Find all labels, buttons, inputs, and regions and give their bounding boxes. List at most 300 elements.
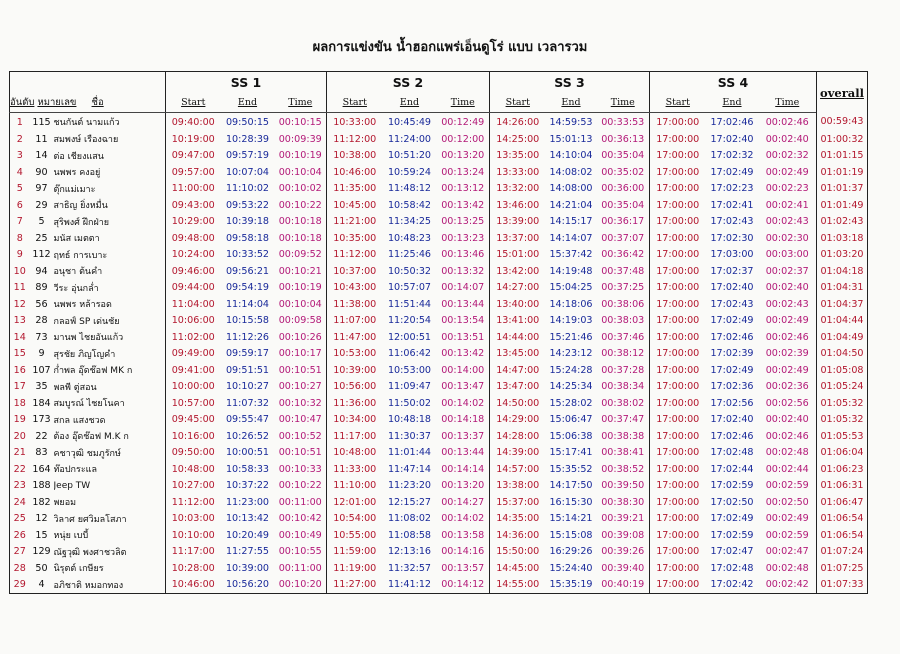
name-cell: สุรชัย ภิญโญคำ: [53, 349, 116, 360]
start-cell: 10:16:00: [166, 428, 221, 445]
start-cell: 10:35:00: [327, 230, 383, 247]
start-cell: 17:00:00: [650, 461, 706, 478]
start-cell: 11:02:00: [166, 329, 221, 346]
time-cell: 00:10:49: [278, 529, 322, 541]
bib-cell: 15: [35, 529, 48, 541]
start-cell: 13:45:00: [490, 346, 546, 363]
end-header: End: [706, 92, 759, 113]
bib-cell: 11: [35, 133, 48, 145]
overall-cell: 01:07:24: [817, 544, 868, 561]
time-cell: 00:13:54: [441, 315, 485, 327]
time-cell: 00:10:22: [278, 199, 322, 211]
bib-header: หมายเลข: [37, 96, 77, 108]
end-cell: 17:02:39: [710, 348, 754, 360]
name-cell: ก่ำพล อุ๊ดช๊อฟ MK ก: [53, 366, 133, 377]
rank-cell: 19: [13, 414, 26, 426]
end-cell: 17:02:48: [710, 447, 754, 459]
start-cell: 13:33:00: [490, 164, 546, 181]
start-cell: 17:00:00: [650, 379, 706, 396]
time-cell: 00:02:44: [765, 463, 809, 475]
overall-cell: 01:06:54: [817, 511, 868, 528]
overall-cell: 01:05:53: [817, 428, 868, 445]
start-header: Start: [650, 92, 706, 113]
results-body: [10, 113, 868, 594]
time-cell: 00:13:37: [441, 430, 485, 442]
start-cell: 10:43:00: [327, 280, 383, 297]
end-cell: 17:02:48: [710, 562, 754, 574]
rank-cell: 17: [13, 381, 26, 393]
time-cell: 00:13:32: [441, 265, 485, 277]
end-cell: 17:02:43: [710, 216, 754, 228]
start-cell: 09:45:00: [166, 412, 221, 429]
end-cell: 17:02:50: [710, 496, 754, 508]
time-cell: 00:39:50: [601, 480, 645, 492]
overall-cell: 01:05:24: [817, 379, 868, 396]
end-cell: 17:02:40: [710, 133, 754, 145]
stage-header-ss4: SS 4: [650, 72, 817, 93]
start-cell: 10:46:00: [166, 577, 221, 594]
time-cell: 00:10:22: [278, 480, 322, 492]
rank-cell: 6: [16, 199, 23, 211]
end-cell: 09:51:51: [225, 364, 270, 376]
overall-cell: 01:01:49: [817, 197, 868, 214]
start-cell: 10:48:00: [166, 461, 221, 478]
start-cell: 17:00:00: [650, 560, 706, 577]
end-cell: 14:08:00: [549, 183, 593, 195]
end-cell: 17:02:49: [710, 166, 754, 178]
bib-cell: 56: [35, 298, 48, 310]
start-cell: 10:53:00: [327, 346, 383, 363]
end-cell: 14:10:04: [549, 150, 593, 162]
time-cell: 00:38:12: [601, 348, 645, 360]
overall-cell: 01:02:43: [817, 214, 868, 231]
time-cell: 00:11:00: [278, 562, 322, 574]
end-cell: 11:07:32: [225, 397, 270, 409]
time-cell: 00:02:32: [765, 150, 809, 162]
time-cell: 00:38:03: [601, 315, 645, 327]
bib-cell: 184: [32, 397, 51, 409]
bib-cell: 35: [35, 381, 48, 393]
time-cell: 00:37:47: [601, 414, 645, 426]
name-cell: คชาวุฒิ ชมภูรักษ์: [53, 448, 121, 459]
rank-cell: 16: [13, 364, 26, 376]
name-cell: พยอม: [53, 498, 77, 509]
start-cell: 10:28:00: [166, 560, 221, 577]
end-cell: 11:14:04: [225, 298, 270, 310]
start-cell: 17:00:00: [650, 280, 706, 297]
start-cell: 17:00:00: [650, 230, 706, 247]
start-cell: 13:39:00: [490, 214, 546, 231]
time-cell: 00:38:41: [601, 447, 645, 459]
bib-cell: 90: [35, 166, 48, 178]
overall-cell: 01:04:31: [817, 280, 868, 297]
table-row: [10, 296, 868, 313]
bib-cell: 188: [32, 480, 51, 492]
time-header: Time: [759, 92, 817, 113]
time-cell: 00:02:37: [765, 265, 809, 277]
time-cell: 00:13:58: [441, 529, 485, 541]
time-cell: 00:37:46: [601, 331, 645, 343]
rank-cell: 13: [13, 315, 26, 327]
end-cell: 09:57:19: [225, 150, 270, 162]
time-cell: 00:38:02: [601, 397, 645, 409]
end-cell: 10:07:04: [225, 166, 270, 178]
end-cell: 11:32:57: [387, 562, 432, 574]
overall-cell: 01:04:44: [817, 313, 868, 330]
start-header: Start: [327, 92, 383, 113]
name-cell: พลพี ตู่สอน: [53, 382, 97, 393]
bib-cell: 115: [32, 116, 51, 128]
time-cell: 00:02:23: [765, 183, 809, 195]
start-cell: 10:10:00: [166, 527, 221, 544]
table-row: [10, 362, 868, 379]
table-row: [10, 131, 868, 148]
end-cell: 10:50:32: [387, 265, 432, 277]
time-cell: 00:09:58: [278, 315, 322, 327]
end-cell: 17:02:46: [710, 430, 754, 442]
time-cell: 00:13:57: [441, 562, 485, 574]
start-cell: 10:19:00: [166, 131, 221, 148]
overall-cell: 01:01:19: [817, 164, 868, 181]
name-cell: สกล แสงชวด: [53, 415, 106, 426]
end-cell: 15:24:40: [549, 562, 593, 574]
start-cell: 14:29:00: [490, 412, 546, 429]
time-cell: 00:02:40: [765, 133, 809, 145]
start-cell: 17:00:00: [650, 395, 706, 412]
start-cell: 15:37:00: [490, 494, 546, 511]
name-cell: สมบูรณ์ ไชยโนคา: [53, 399, 125, 410]
start-cell: 15:01:00: [490, 247, 546, 264]
time-cell: 00:02:39: [765, 348, 809, 360]
start-cell: 17:00:00: [650, 313, 706, 330]
end-cell: 11:50:02: [387, 397, 432, 409]
start-cell: 10:27:00: [166, 478, 221, 495]
time-cell: 00:13:20: [441, 480, 485, 492]
start-cell: 10:57:00: [166, 395, 221, 412]
table-row: [10, 577, 868, 594]
time-cell: 00:13:25: [441, 216, 485, 228]
start-cell: 17:00:00: [650, 214, 706, 231]
time-cell: 00:02:43: [765, 298, 809, 310]
end-cell: 10:37:22: [225, 480, 270, 492]
start-cell: 11:04:00: [166, 296, 221, 313]
overall-cell: 01:00:32: [817, 131, 868, 148]
start-cell: 17:00:00: [650, 329, 706, 346]
rank-cell: 27: [13, 546, 26, 558]
end-cell: 17:02:49: [710, 315, 754, 327]
start-cell: 17:00:00: [650, 544, 706, 561]
time-cell: 00:10:15: [278, 116, 322, 128]
time-cell: 00:10:21: [278, 265, 322, 277]
time-cell: 00:10:18: [278, 216, 322, 228]
time-cell: 00:10:02: [278, 183, 322, 195]
start-cell: 17:00:00: [650, 247, 706, 264]
bib-cell: 22: [35, 430, 48, 442]
rank-cell: 11: [13, 282, 26, 294]
overall-cell: 01:04:50: [817, 346, 868, 363]
end-cell: 17:02:43: [710, 298, 754, 310]
end-cell: 17:02:46: [710, 331, 754, 343]
end-cell: 11:23:20: [387, 480, 432, 492]
rank-cell: 7: [16, 216, 23, 228]
end-header: End: [383, 92, 437, 113]
start-cell: 17:00:00: [650, 197, 706, 214]
time-cell: 00:13:12: [441, 183, 485, 195]
time-cell: 00:13:23: [441, 232, 485, 244]
time-cell: 00:10:33: [278, 463, 322, 475]
time-cell: 00:39:21: [601, 513, 645, 525]
start-cell: 11:12:00: [327, 247, 383, 264]
table-row: [10, 113, 868, 132]
start-cell: 14:35:00: [490, 511, 546, 528]
time-cell: 00:36:17: [601, 216, 645, 228]
time-cell: 00:10:51: [278, 447, 322, 459]
start-cell: 17:00:00: [650, 181, 706, 198]
time-cell: 00:10:20: [278, 579, 322, 591]
start-cell: 11:17:00: [166, 544, 221, 561]
name-header: ชื่อ: [91, 96, 104, 108]
overall-cell: 01:07:25: [817, 560, 868, 577]
start-cell: 09:57:00: [166, 164, 221, 181]
bib-cell: 89: [35, 282, 48, 294]
time-cell: 00:02:41: [765, 199, 809, 211]
end-cell: 10:59:24: [387, 166, 432, 178]
bib-cell: 9: [38, 348, 45, 360]
name-cell: สุริพงศ์ ฝึกฝ่าย: [53, 217, 110, 228]
time-cell: 00:14:12: [441, 579, 485, 591]
rank-cell: 23: [13, 480, 26, 492]
time-cell: 00:02:48: [765, 562, 809, 574]
rank-cell: 29: [13, 579, 26, 591]
start-cell: 09:46:00: [166, 263, 221, 280]
name-cell: วิลาศ ยศวิมลโสภา: [53, 514, 127, 525]
end-cell: 17:02:49: [710, 513, 754, 525]
start-cell: 17:00:00: [650, 412, 706, 429]
table-row: [10, 494, 868, 511]
name-cell: ต่อ เชียงแสน: [53, 151, 104, 162]
start-cell: 09:47:00: [166, 148, 221, 165]
name-cell: Jeep TW: [53, 480, 91, 491]
start-cell: 10:55:00: [327, 527, 383, 544]
name-cell: มานพ ไชยอันแก้ว: [53, 333, 124, 344]
end-cell: 12:15:27: [387, 496, 432, 508]
table-row: [10, 395, 868, 412]
end-cell: 12:13:16: [387, 546, 432, 558]
start-cell: 13:37:00: [490, 230, 546, 247]
end-cell: 16:29:26: [549, 546, 593, 558]
bib-cell: 73: [35, 331, 48, 343]
time-cell: 00:02:50: [765, 496, 809, 508]
end-cell: 14:15:17: [549, 216, 593, 228]
overall-cell: 01:06:23: [817, 461, 868, 478]
time-cell: 00:14:27: [441, 496, 485, 508]
time-cell: 00:10:18: [278, 232, 322, 244]
overall-cell: 01:04:18: [817, 263, 868, 280]
start-cell: 17:00:00: [650, 164, 706, 181]
table-row: [10, 214, 868, 231]
start-cell: 11:36:00: [327, 395, 383, 412]
start-cell: 10:54:00: [327, 511, 383, 528]
end-cell: 10:56:20: [225, 579, 270, 591]
end-cell: 11:30:37: [387, 430, 432, 442]
time-cell: 00:36:42: [601, 249, 645, 261]
name-cell: ณัฐวุฒิ พงศาชวลิต: [53, 547, 127, 558]
table-row: [10, 544, 868, 561]
start-cell: 14:25:00: [490, 131, 546, 148]
time-cell: 00:37:28: [601, 364, 645, 376]
overall-cell: 01:01:15: [817, 148, 868, 165]
end-cell: 10:58:33: [225, 463, 270, 475]
bib-cell: 83: [35, 447, 48, 459]
name-cell: สมพงษ์ เรืองฉาย: [53, 135, 119, 146]
time-cell: 00:02:43: [765, 216, 809, 228]
time-cell: 00:10:19: [278, 150, 322, 162]
stage-header-ss3: SS 3: [490, 72, 650, 93]
time-cell: 00:03:00: [765, 249, 809, 261]
end-cell: 10:28:39: [225, 133, 270, 145]
time-cell: 00:35:04: [601, 150, 645, 162]
end-cell: 15:35:19: [549, 579, 593, 591]
start-cell: 14:27:00: [490, 280, 546, 297]
end-cell: 11:27:55: [225, 546, 270, 558]
start-cell: 17:00:00: [650, 113, 706, 132]
end-cell: 15:17:41: [549, 447, 593, 459]
end-cell: 10:48:18: [387, 414, 432, 426]
time-cell: 00:37:48: [601, 265, 645, 277]
start-cell: 17:00:00: [650, 445, 706, 462]
bib-cell: 97: [35, 183, 48, 195]
end-cell: 14:19:03: [549, 315, 593, 327]
time-cell: 00:02:56: [765, 397, 809, 409]
start-cell: 11:35:00: [327, 181, 383, 198]
end-cell: 09:56:21: [225, 265, 270, 277]
end-cell: 10:13:42: [225, 513, 270, 525]
end-cell: 11:06:42: [387, 348, 432, 360]
page-title: ผลการแข่งขัน น้ำฮอกแพร่เอ็นดูโร่ แบบ เวลารวม: [312, 40, 588, 55]
time-cell: 00:02:48: [765, 447, 809, 459]
time-cell: 00:13:42: [441, 199, 485, 211]
end-cell: 14:17:50: [549, 480, 593, 492]
end-cell: 14:14:07: [549, 232, 593, 244]
time-cell: 00:39:08: [601, 529, 645, 541]
table-row: [10, 478, 868, 495]
time-header: Time: [597, 92, 650, 113]
end-cell: 10:39:00: [225, 562, 270, 574]
start-cell: 17:00:00: [650, 577, 706, 594]
end-cell: 14:23:12: [549, 348, 593, 360]
time-cell: 00:14:02: [441, 513, 485, 525]
overall-cell: 01:07:33: [817, 577, 868, 594]
end-cell: 14:19:48: [549, 265, 593, 277]
end-cell: 10:48:23: [387, 232, 432, 244]
end-cell: 17:02:59: [710, 480, 754, 492]
overall-cell: 00:59:43: [817, 113, 868, 132]
table-row: [10, 313, 868, 330]
time-cell: 00:14:00: [441, 364, 485, 376]
end-cell: 11:51:44: [387, 298, 432, 310]
end-cell: 17:02:30: [710, 232, 754, 244]
bib-cell: 29: [35, 199, 48, 211]
rank-cell: 1: [16, 116, 23, 128]
start-header: Start: [166, 92, 221, 113]
start-cell: 10:45:00: [327, 197, 383, 214]
start-cell: 15:50:00: [490, 544, 546, 561]
name-cell: ท๊อปกระแล: [53, 465, 97, 476]
time-cell: 00:40:19: [601, 579, 645, 591]
name-cell: นพพร คงอยู่: [53, 168, 101, 179]
table-row: [10, 197, 868, 214]
end-cell: 17:02:44: [710, 463, 754, 475]
rank-cell: 18: [13, 397, 26, 409]
bib-cell: 112: [32, 249, 51, 261]
overall-cell: 01:06:31: [817, 478, 868, 495]
overall-header: overall: [817, 72, 868, 113]
start-cell: 17:00:00: [650, 263, 706, 280]
time-cell: 00:02:40: [765, 282, 809, 294]
time-cell: 00:12:00: [441, 133, 485, 145]
start-cell: 11:59:00: [327, 544, 383, 561]
name-cell: วีระ อุ่นกล่ำ: [53, 283, 99, 294]
rank-cell: 2: [16, 133, 23, 145]
table-row: [10, 263, 868, 280]
start-cell: 11:12:00: [327, 131, 383, 148]
time-cell: 00:10:55: [278, 546, 322, 558]
bib-cell: 173: [32, 414, 51, 426]
start-cell: 13:42:00: [490, 263, 546, 280]
time-cell: 00:02:46: [765, 116, 809, 128]
start-cell: 11:17:00: [327, 428, 383, 445]
time-cell: 00:36:13: [601, 133, 645, 145]
start-cell: 11:21:00: [327, 214, 383, 231]
overall-cell: 01:06:47: [817, 494, 868, 511]
start-cell: 09:43:00: [166, 197, 221, 214]
start-cell: 11:27:00: [327, 577, 383, 594]
start-cell: 17:00:00: [650, 428, 706, 445]
name-cell: ชนกันต์ นามแก้ว: [53, 118, 120, 128]
overall-cell: 01:05:32: [817, 395, 868, 412]
end-cell: 16:15:30: [549, 496, 593, 508]
name-cell: ต้อง อุ๊ดช๊อฟ M.K ก: [53, 432, 129, 443]
time-cell: 00:10:17: [278, 348, 322, 360]
time-cell: 00:09:39: [278, 133, 322, 145]
end-cell: 11:48:12: [387, 183, 432, 195]
overall-cell: 01:06:54: [817, 527, 868, 544]
end-cell: 15:06:38: [549, 430, 593, 442]
end-cell: 17:02:40: [710, 282, 754, 294]
end-cell: 10:58:42: [387, 199, 432, 211]
name-cell: นพพร หล้ารอด: [53, 300, 112, 311]
time-header: Time: [275, 92, 327, 113]
end-cell: 15:24:28: [549, 364, 593, 376]
time-cell: 00:38:52: [601, 463, 645, 475]
start-cell: 14:55:00: [490, 577, 546, 594]
bib-cell: 94: [35, 265, 48, 277]
table-row: [10, 445, 868, 462]
time-cell: 00:14:16: [441, 546, 485, 558]
start-cell: 14:57:00: [490, 461, 546, 478]
start-cell: 14:39:00: [490, 445, 546, 462]
start-cell: 10:37:00: [327, 263, 383, 280]
name-cell: อภิชาติ หมอกทอง: [53, 580, 124, 591]
end-cell: 11:08:58: [387, 529, 432, 541]
end-cell: 10:51:20: [387, 150, 432, 162]
end-cell: 15:01:13: [549, 133, 593, 145]
time-cell: 00:13:42: [441, 348, 485, 360]
rank-cell: 12: [13, 298, 26, 310]
time-cell: 00:02:46: [765, 331, 809, 343]
rank-cell: 14: [13, 331, 26, 343]
end-cell: 09:55:47: [225, 414, 270, 426]
